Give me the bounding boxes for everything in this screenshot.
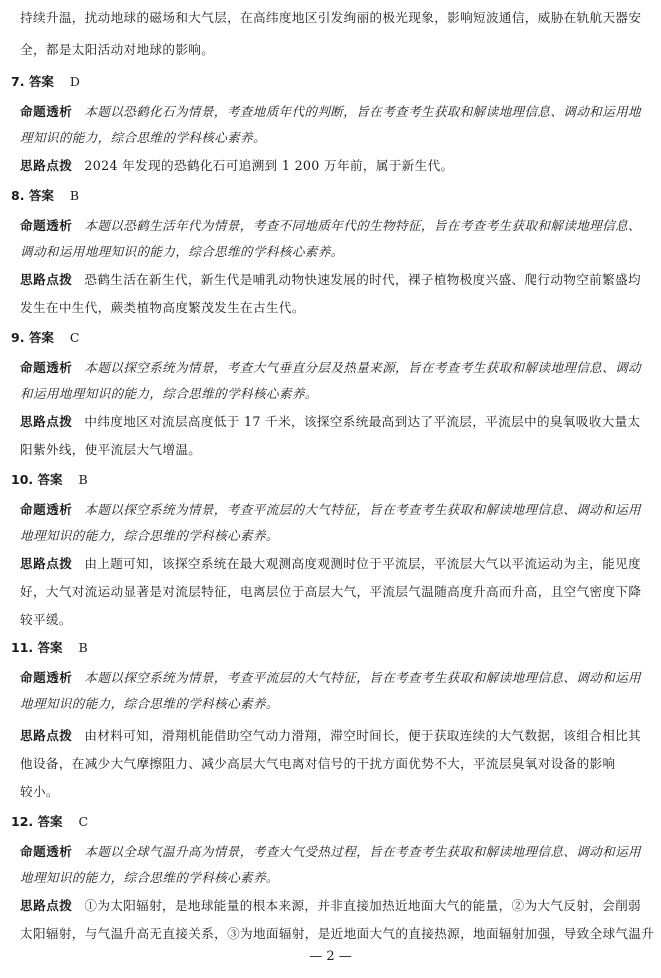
hint-label: 思路点拨 <box>20 158 73 173</box>
hint-text: 恐鹤生活在新生代，新生代是哺乳动物快速发展的时代，裸子植物极度兴盛、爬行动物空前繁盛均 <box>84 272 641 287</box>
analysis-label: 命题透析 <box>20 502 73 517</box>
analysis-11-line <box>20 670 641 686</box>
hint-11-line <box>20 728 641 744</box>
answer-label: 答案 <box>28 74 54 89</box>
hint-text: 中纬度地区对流层高度低于 17 千米，该探空系统最高到达了平流层，平流层中的臭氧吸收大量太 <box>84 414 641 429</box>
analysis-12-line <box>20 844 641 860</box>
hint-label: 思路点拨 <box>20 556 73 571</box>
intro-line: 全，都是太阳活动对地球的影响。 <box>20 42 215 57</box>
analysis-label: 命题透析 <box>20 844 73 859</box>
hint-text: 2024 年发现的恐鹤化石可追溯到 1 200 万年前，属于新生代。 <box>84 158 454 173</box>
answer-12 <box>11 814 88 830</box>
analysis-label: 命题透析 <box>20 360 73 375</box>
hint-12-line: 太阳辐射，与气温升高无直接关系，③为地面辐射，是近地面大气的直接热源，地面辐射加强，导致全球气温升 <box>20 926 655 941</box>
hint-label: 思路点拨 <box>20 728 73 743</box>
answer-value: B <box>69 188 80 203</box>
answer-label: 答案 <box>28 330 54 345</box>
answer-value: C <box>69 330 80 345</box>
analysis-text: 本题以探空系统为情景，考查平流层的大气特征，旨在考查考生获取和解读地理信息、调动和运用 <box>84 502 641 517</box>
answer-7 <box>11 74 80 90</box>
hint-11-line: 较小。 <box>20 784 59 799</box>
intro-line: 持续升温，扰动地球的磁场和大气层，在高纬度地区引发绚丽的极光现象，影响短波通信，威胁在轨航天器安 <box>20 10 642 25</box>
answer-value: C <box>78 814 89 829</box>
hint-label: 思路点拨 <box>20 414 73 429</box>
question-number: 7. <box>11 74 25 89</box>
hint-8-line: 发生在中生代，蕨类植物高度繁茂发生在古生代。 <box>20 300 305 315</box>
question-number: 11. <box>11 640 34 655</box>
hint-text: ①为太阳辐射，是地球能量的根本来源，并非直接加热近地面大气的能量，②为大气反射，会削弱 <box>84 898 641 913</box>
question-number: 12. <box>11 814 34 829</box>
hint-text: 由材料可知，滑翔机能借助空气动力滑翔，滞空时间长，便于获取连续的大气数据，该组合相比其 <box>84 728 641 743</box>
analysis-10-line <box>20 502 641 518</box>
analysis-label: 命题透析 <box>20 218 73 233</box>
hint-9-line <box>20 414 641 430</box>
hint-label: 思路点拨 <box>20 272 73 287</box>
analysis-8-line <box>20 218 641 234</box>
answer-8 <box>11 188 79 204</box>
answer-label: 答案 <box>28 188 54 203</box>
hint-8-line <box>20 272 641 288</box>
answer-10 <box>11 472 88 488</box>
answer-value: D <box>69 74 80 89</box>
analysis-9-line: 和运用地理知识的能力，综合思维的学科核心素养。 <box>20 386 318 401</box>
analysis-label: 命题透析 <box>20 104 73 119</box>
hint-10-line: 好，大气对流运动显著是对流层特征，电离层位于高层大气，平流层气温随高度升高而升高，且空气密度下降 <box>20 584 642 599</box>
analysis-7-line <box>20 104 641 120</box>
analysis-text: 本题以探空系统为情景，考查平流层的大气特征，旨在考查考生获取和解读地理信息、调动和运用 <box>84 670 641 685</box>
analysis-text: 本题以全球气温升高为情景，考查大气受热过程，旨在考查考生获取和解读地理信息、调动和运用 <box>84 844 641 859</box>
analysis-text: 本题以恐鹤生活年代为情景，考查不同地质年代的生物特征，旨在考查考生获取和解读地理信息、 <box>84 218 641 233</box>
answer-label: 答案 <box>37 472 63 487</box>
page-number: — 2 — <box>309 949 352 964</box>
analysis-10-line: 地理知识的能力，综合思维的学科核心素养。 <box>20 528 279 543</box>
answer-label: 答案 <box>37 640 63 655</box>
answer-label: 答案 <box>37 814 63 829</box>
analysis-11-line: 地理知识的能力，综合思维的学科核心素养。 <box>20 696 279 711</box>
analysis-label: 命题透析 <box>20 670 73 685</box>
answer-9 <box>11 330 79 346</box>
hint-10-line: 较平缓。 <box>20 612 72 627</box>
answer-value: B <box>78 640 88 655</box>
question-number: 10. <box>11 472 34 487</box>
answer-11 <box>11 640 88 656</box>
question-number: 8. <box>11 188 25 203</box>
analysis-text: 本题以探空系统为情景，考查大气垂直分层及热量来源，旨在考查考生获取和解读地理信息、调动 <box>84 360 641 375</box>
analysis-text: 本题以恐鹤化石为情景，考查地质年代的判断，旨在考查考生获取和解读地理信息、调动和运用地 <box>84 104 641 119</box>
hint-9-line: 阳紫外线，使平流层大气增温。 <box>20 442 202 457</box>
analysis-9-line <box>20 360 641 376</box>
hint-7-line <box>20 158 453 174</box>
analysis-12-line: 地理知识的能力，综合思维的学科核心素养。 <box>20 870 279 885</box>
answer-value: B <box>78 472 88 487</box>
analysis-8-line: 调动和运用地理知识的能力，综合思维的学科核心素养。 <box>20 244 344 259</box>
hint-12-line <box>20 898 641 914</box>
hint-11-line: 他设备，在减少大气摩擦阻力、减少高层大气电离对信号的干扰方面优势不大，平流层臭氧对设备的影响 <box>20 756 616 771</box>
question-number: 9. <box>11 330 25 345</box>
analysis-7-line: 理知识的能力，综合思维的学科核心素养。 <box>20 130 266 145</box>
hint-text: 由上题可知，该探空系统在最大观测高度观测时位于平流层，平流层大气以平流运动为主，能见度 <box>84 556 641 571</box>
hint-label: 思路点拨 <box>20 898 73 913</box>
hint-10-line <box>20 556 641 572</box>
